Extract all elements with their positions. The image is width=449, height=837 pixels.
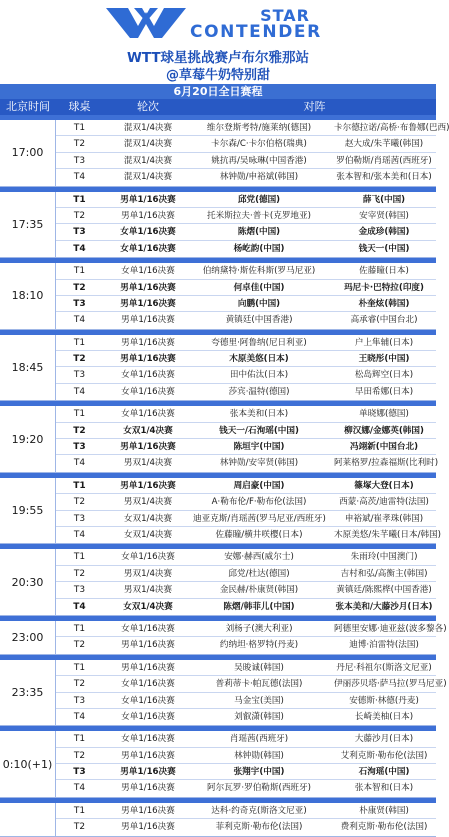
player-2-cell: 安宰贤(韩国)	[359, 210, 409, 221]
match-row	[56, 136, 436, 152]
time-cell: 23:35	[0, 660, 56, 726]
table-cell: T2	[73, 497, 86, 508]
round-cell: 男单1/16决赛	[120, 298, 176, 309]
header	[0, 0, 436, 82]
match-row	[56, 621, 447, 637]
player-1-cell: 林钟勋/安宰贤(韩国)	[219, 458, 299, 469]
column-header-time: 北京时间	[6, 100, 50, 113]
player-1-cell: A·勒布伦/F·勒布伦(法国)	[211, 497, 307, 508]
round-cell: 女单1/16决赛	[121, 266, 175, 277]
time-cell: 19:55	[0, 478, 56, 544]
match-row	[56, 192, 436, 208]
table-cell: T3	[73, 227, 86, 238]
round-cell: 男单1/16决赛	[120, 354, 176, 365]
versus-gap	[325, 803, 334, 818]
table-cell: T3	[73, 767, 86, 778]
round-cell: 男双1/4决赛	[123, 585, 173, 596]
round-cell: 男单1/16决赛	[120, 194, 176, 205]
time-cell: 18:10	[0, 263, 56, 329]
match-row	[56, 780, 436, 796]
versus-gap	[325, 439, 334, 454]
player-2-cell: 朴康贤(韩国)	[359, 805, 409, 816]
player-2-cell: 佐藤瞳(日本)	[359, 266, 409, 277]
round-cell: 男单1/16决赛	[121, 640, 175, 651]
table-cell: T2	[73, 425, 86, 436]
player-2-cell: 费利克斯·勒布伦(法国)	[340, 822, 428, 833]
table-cell: T3	[73, 155, 86, 166]
versus-gap	[325, 637, 334, 653]
table-cell: T3	[73, 513, 86, 524]
player-2-cell: 薛飞(中国)	[362, 194, 406, 205]
match-row	[56, 312, 436, 328]
time-block	[0, 731, 436, 798]
match-row	[56, 566, 436, 582]
versus-gap	[325, 455, 334, 471]
player-2-cell: 张本美和/大藤沙月(日本)	[335, 601, 433, 612]
time-block	[0, 660, 447, 727]
player-1-cell: 邱党(德国)	[237, 194, 281, 205]
versus-gap	[325, 660, 334, 675]
time-block	[0, 120, 449, 187]
versus-gap	[325, 224, 334, 239]
player-2-cell: 冯翊新(中国台北)	[349, 442, 418, 453]
time-cell: 20:30	[0, 549, 56, 615]
player-2-cell: 朴奎炫(韩国)	[358, 298, 410, 309]
versus-gap	[325, 709, 334, 725]
column-header-round: 轮次	[137, 100, 159, 113]
round-cell: 女单1/16决赛	[121, 370, 175, 381]
player-1-cell: 达科·约奇克(斯洛文尼亚)	[211, 805, 307, 816]
table-cell: T3	[73, 370, 86, 381]
player-1-cell: 刘杨子(澳大利亚)	[225, 623, 293, 634]
table-cell: T2	[73, 139, 86, 150]
round-cell: 混双1/4决赛	[123, 172, 173, 183]
player-2-cell: 伊丽莎贝塔·萨马拉(罗马尼亚)	[334, 679, 447, 690]
player-2-cell: 阿德里安娜·迪亚兹(波多黎各)	[334, 623, 447, 634]
table-cell: T2	[73, 568, 86, 579]
player-1-cell: 莎宾·温特(德国)	[228, 386, 290, 397]
round-cell: 混双1/4决赛	[123, 123, 173, 133]
table-cell: T4	[73, 601, 86, 612]
versus-gap	[325, 241, 334, 257]
match-row	[56, 296, 436, 312]
round-cell: 女单1/16决赛	[120, 227, 176, 238]
table-cell: T3	[73, 442, 86, 453]
day-banner: 6月20日全日赛程	[0, 84, 436, 99]
player-1-cell: 张翔宇(中国)	[233, 767, 285, 778]
time-block	[0, 621, 447, 655]
match-rows	[56, 549, 436, 615]
match-rows	[56, 478, 442, 544]
player-1-cell: 邱党/杜达(德国)	[228, 568, 290, 579]
table-cell: T1	[73, 123, 86, 133]
round-cell: 男单1/16决赛	[120, 442, 176, 453]
time-block	[0, 335, 436, 402]
player-1-cell: 刘叡潇(韩国)	[234, 711, 284, 722]
versus-gap	[325, 748, 334, 763]
time-cell	[0, 803, 56, 836]
versus-gap	[325, 621, 334, 636]
match-row	[56, 478, 436, 494]
match-row	[56, 351, 436, 367]
player-1-cell: 肖瑶茜(西班牙)	[229, 734, 289, 745]
player-2-cell: 木原美悠/朱芊曦(日本/韩国)	[334, 529, 442, 540]
time-block	[0, 192, 436, 259]
player-1-cell: 金民赫/朴康贤(韩国)	[219, 585, 299, 596]
table-cell: T4	[73, 315, 86, 326]
match-row	[56, 803, 436, 819]
player-1-cell: 陈熠/韩菲儿(中国)	[223, 601, 295, 612]
match-row	[56, 263, 436, 279]
versus-gap	[325, 263, 334, 278]
match-row	[56, 153, 436, 169]
player-2-cell: 张本智和(日本)	[354, 783, 414, 794]
versus-gap	[325, 764, 334, 779]
player-2-cell: 早田希娜(日本)	[354, 386, 414, 397]
player-1-cell: 田中佑汰(日本)	[229, 370, 289, 381]
match-row	[56, 120, 449, 136]
table-cell: T2	[73, 822, 86, 833]
match-row	[56, 660, 436, 676]
match-row	[56, 406, 436, 422]
time-cell: 0:10(+1)	[0, 731, 56, 797]
match-row	[56, 335, 436, 351]
wtt-logo-icon	[104, 6, 188, 40]
player-1-cell: 向鹏(中国)	[237, 298, 281, 309]
player-1-cell: 姚抗再/吴咏琳(中国香港)	[211, 155, 307, 166]
player-2-cell: 艾利克斯·勒布伦(法国)	[340, 750, 428, 761]
versus-gap	[325, 120, 334, 135]
table-cell: T1	[73, 409, 86, 420]
versus-gap	[325, 153, 334, 168]
player-2-cell: 王晓彤(中国)	[358, 354, 410, 365]
match-rows	[56, 335, 436, 401]
round-cell: 女单1/16决赛	[121, 734, 175, 745]
round-cell: 男单1/16决赛	[121, 210, 175, 221]
player-2-cell: 松岛辉空(日本)	[354, 370, 414, 381]
table-cell: T1	[73, 552, 86, 563]
player-1-cell: 迪亚克斯/肖瑶茜(罗马尼亚/西班牙)	[193, 513, 326, 524]
match-row	[56, 549, 436, 565]
player-2-cell: 钱天一(中国)	[358, 243, 410, 254]
round-cell: 男单1/16决赛	[121, 662, 175, 673]
versus-gap	[325, 406, 334, 421]
table-cell: T4	[73, 711, 86, 722]
versus-gap	[325, 478, 334, 493]
round-cell: 男单1/16决赛	[121, 805, 175, 816]
page-subtitle: @草莓牛奶特别甜	[165, 68, 270, 83]
round-cell: 男单1/16决赛	[120, 767, 176, 778]
player-2-cell: 玛尼卡·巴特拉(印度)	[344, 282, 424, 293]
match-row	[56, 748, 436, 764]
round-cell: 女单1/16决赛	[121, 623, 175, 634]
match-row	[56, 693, 436, 709]
player-1-cell: 吴晙诚(韩国)	[234, 662, 284, 673]
match-row	[56, 637, 436, 653]
round-cell: 女双1/4决赛	[123, 529, 173, 540]
versus-gap	[325, 527, 334, 543]
round-cell: 男单1/16决赛	[121, 783, 175, 794]
round-cell: 女双1/4决赛	[123, 601, 173, 612]
player-1-cell: 黄镇廷(中国香港)	[225, 315, 293, 326]
player-1-cell: 卡尔森/C·卡尔伯格(瑞典)	[211, 139, 307, 150]
column-header-row	[0, 99, 436, 115]
versus-gap	[325, 280, 334, 295]
schedule-table	[0, 115, 449, 837]
round-cell: 男双1/4决赛	[123, 568, 173, 579]
column-header-table: 球桌	[68, 100, 91, 113]
versus-gap	[325, 192, 334, 207]
player-2-cell: 赵大成/朱芊曦(韩国)	[344, 139, 424, 150]
table-cell: T2	[73, 640, 86, 651]
player-1-cell: 阿尔瓦罗·罗伯勒斯(西班牙)	[207, 783, 311, 794]
round-cell: 女单1/16决赛	[121, 409, 175, 420]
versus-gap	[325, 511, 334, 526]
table-cell: T3	[73, 585, 86, 596]
round-cell: 混双1/4决赛	[123, 139, 173, 150]
player-2-cell: 安德斯·林德(丹麦)	[349, 695, 419, 706]
table-cell: T2	[73, 210, 86, 221]
match-row	[56, 819, 436, 835]
player-1-cell: 伯纳黛特·斯佐科斯(罗马尼亚)	[202, 266, 316, 277]
player-1-cell: 夸德里·阿鲁纳(尼日利亚)	[211, 337, 307, 348]
player-1-cell: 托米斯拉夫·普卡(克罗地亚)	[207, 210, 311, 221]
page-title: WTT球星挑战赛卢布尔雅那站	[126, 50, 310, 66]
player-2-cell: 阿莱格罗/拉森福斯(比利时)	[334, 458, 439, 469]
round-cell: 女单1/16决赛	[120, 243, 176, 254]
table-cell: T2	[73, 354, 86, 365]
column-header-match: 对阵	[303, 100, 326, 113]
match-rows	[56, 660, 447, 726]
player-1-cell: 何卓佳(中国)	[233, 282, 285, 293]
versus-gap	[325, 819, 334, 835]
table-cell: T2	[73, 679, 86, 690]
versus-gap	[325, 566, 334, 581]
player-1-cell: 杨屹韵(中国)	[233, 243, 285, 254]
match-row	[56, 384, 436, 400]
table-cell: T4	[73, 172, 86, 183]
player-2-cell: 迪博·泊雷特(法国)	[349, 640, 419, 651]
match-row	[56, 764, 436, 780]
player-1-cell: 周启豪(中国)	[233, 480, 285, 491]
table-cell: T4	[73, 386, 86, 397]
round-cell: 男单1/16决赛	[121, 750, 175, 761]
time-cell: 18:45	[0, 335, 56, 401]
table-cell: T1	[73, 266, 86, 277]
versus-gap	[325, 296, 334, 311]
round-cell: 男单1/16决赛	[121, 822, 175, 833]
player-1-cell: 林钟勋(韩国)	[234, 750, 284, 761]
player-1-cell: 陈熠(中国)	[237, 227, 281, 238]
table-cell: T1	[73, 734, 86, 745]
versus-gap	[325, 367, 334, 382]
table-cell: T2	[73, 282, 86, 293]
round-cell: 混双1/4决赛	[123, 155, 173, 166]
table-cell: T4	[73, 458, 86, 469]
table-cell: T1	[73, 337, 86, 348]
player-2-cell: 大藤沙月(日本)	[354, 734, 414, 745]
versus-gap	[325, 312, 334, 328]
versus-gap	[325, 549, 334, 564]
match-row	[56, 241, 436, 257]
brand-wordmark	[190, 6, 322, 42]
player-2-cell: 张本智和/张本美和(日本)	[336, 172, 432, 183]
time-block	[0, 803, 436, 837]
match-row	[56, 367, 436, 383]
player-1-cell: 木原美悠(日本)	[229, 354, 289, 365]
round-cell: 男双1/4决赛	[123, 497, 173, 508]
table-cell: T4	[73, 243, 86, 254]
match-rows	[56, 803, 436, 836]
player-2-cell: 金成珍(韩国)	[358, 227, 410, 238]
time-block	[0, 549, 436, 616]
match-rows	[56, 120, 449, 186]
versus-gap	[325, 731, 334, 746]
match-row	[56, 582, 436, 598]
table-cell: T4	[73, 783, 86, 794]
table-cell: T1	[73, 194, 86, 205]
player-1-cell: 佐藤瞳/横井咲樱(日本)	[215, 529, 303, 540]
match-rows	[56, 621, 447, 654]
match-row	[56, 455, 439, 471]
player-2-cell: 高承睿(中国台北)	[350, 315, 418, 326]
player-2-cell: 长崎美柚(日本)	[354, 711, 414, 722]
round-cell: 女单1/16决赛	[121, 386, 175, 397]
match-row	[56, 224, 436, 240]
versus-gap	[325, 676, 334, 691]
table-cell: T1	[73, 805, 86, 816]
time-block	[0, 406, 439, 473]
player-2-cell: 吉村和弘/高衡主(韩国)	[340, 568, 428, 579]
round-cell: 女双1/4决赛	[123, 425, 173, 436]
versus-gap	[325, 780, 334, 796]
match-row	[56, 439, 436, 455]
player-1-cell: 钱天一/石洵瑶(中国)	[219, 425, 299, 436]
match-rows	[56, 731, 436, 797]
match-row	[56, 731, 436, 747]
round-cell: 男单1/16决赛	[120, 282, 176, 293]
player-2-cell: 丹尼·科祖尔(斯洛文尼亚)	[336, 662, 432, 673]
match-rows	[56, 406, 439, 472]
match-row	[56, 280, 436, 296]
table-cell: T1	[73, 623, 86, 634]
match-row	[56, 208, 436, 224]
versus-gap	[325, 693, 334, 708]
round-cell: 男单1/16决赛	[121, 315, 175, 326]
versus-gap	[325, 384, 334, 400]
player-2-cell: 朱雨玲(中国澳门)	[350, 552, 418, 563]
player-2-cell: 柳汉娜/金娜英(韩国)	[344, 425, 424, 436]
match-rows	[56, 263, 436, 329]
player-1-cell: 菲利克斯·勒布伦(法国)	[215, 822, 303, 833]
match-row	[56, 599, 436, 615]
time-cell: 17:00	[0, 120, 56, 186]
versus-gap	[325, 599, 334, 615]
player-1-cell: 张本美和(日本)	[229, 409, 289, 420]
time-cell: 23:00	[0, 621, 56, 654]
match-rows	[56, 192, 436, 258]
table-cell: T1	[73, 662, 86, 673]
versus-gap	[325, 169, 334, 185]
match-row	[56, 709, 436, 725]
round-cell: 女单1/16决赛	[121, 695, 175, 706]
table-cell: T2	[73, 750, 86, 761]
match-row	[56, 511, 436, 527]
versus-gap	[325, 136, 334, 151]
player-1-cell: 马金宝(美国)	[234, 695, 284, 706]
player-1-cell: 陈垣宇(中国)	[233, 442, 285, 453]
player-2-cell: 户上隼辅(日本)	[354, 337, 414, 348]
versus-gap	[325, 335, 334, 350]
player-2-cell: 罗伯勒斯/肖瑶茜(西班牙)	[336, 155, 432, 166]
round-cell: 男单1/16决赛	[120, 480, 176, 491]
table-cell: T3	[73, 695, 86, 706]
match-row	[56, 169, 436, 185]
time-block	[0, 478, 442, 545]
match-row	[56, 527, 442, 543]
versus-gap	[325, 208, 334, 223]
brand-line-2: CONTENDER	[190, 22, 322, 42]
versus-gap	[325, 582, 334, 597]
player-1-cell: 维尔登斯考特/施莱纳(德国)	[206, 123, 312, 133]
match-row	[56, 423, 436, 439]
player-2-cell: 单晓娜(德国)	[359, 409, 409, 420]
round-cell: 女单1/16决赛	[121, 552, 175, 563]
time-cell: 19:20	[0, 406, 56, 472]
match-row	[56, 494, 436, 510]
versus-gap	[325, 351, 334, 366]
time-block	[0, 263, 436, 330]
player-2-cell: 黄镇廷/陈熙桦(中国香港)	[336, 585, 432, 596]
player-2-cell: 石洵瑶(中国)	[358, 767, 410, 778]
player-2-cell: 申裕斌/崔孝珠(韩国)	[344, 513, 424, 524]
player-2-cell: 篠塚大登(日本)	[354, 480, 414, 491]
round-cell: 女双1/4决赛	[123, 513, 173, 524]
table-cell: T3	[73, 298, 86, 309]
versus-gap	[325, 423, 334, 438]
table-cell: T1	[73, 480, 86, 491]
versus-gap	[325, 494, 334, 509]
player-1-cell: 普莉蒂卡·帕瓦德(法国)	[215, 679, 303, 690]
player-1-cell: 林钟勋/申裕斌(韩国)	[219, 172, 299, 183]
table-cell: T4	[73, 529, 86, 540]
round-cell: 女单1/16决赛	[121, 679, 175, 690]
time-cell: 17:35	[0, 192, 56, 258]
brand-line-1: STAR	[260, 6, 310, 25]
player-2-cell: 卡尔德拉诺/高桥·布鲁娜(巴西)	[334, 123, 449, 133]
player-1-cell: 安娜·赫西(威尔士)	[224, 552, 294, 563]
player-1-cell: 约纳坦·格罗特(丹麦)	[219, 640, 299, 651]
round-cell: 男双1/4决赛	[123, 458, 173, 469]
player-2-cell: 西蒙·高茨/迪雷特(法国)	[339, 497, 429, 508]
round-cell: 女单1/16决赛	[121, 711, 175, 722]
match-row	[56, 676, 447, 692]
round-cell: 男单1/16决赛	[121, 337, 175, 348]
